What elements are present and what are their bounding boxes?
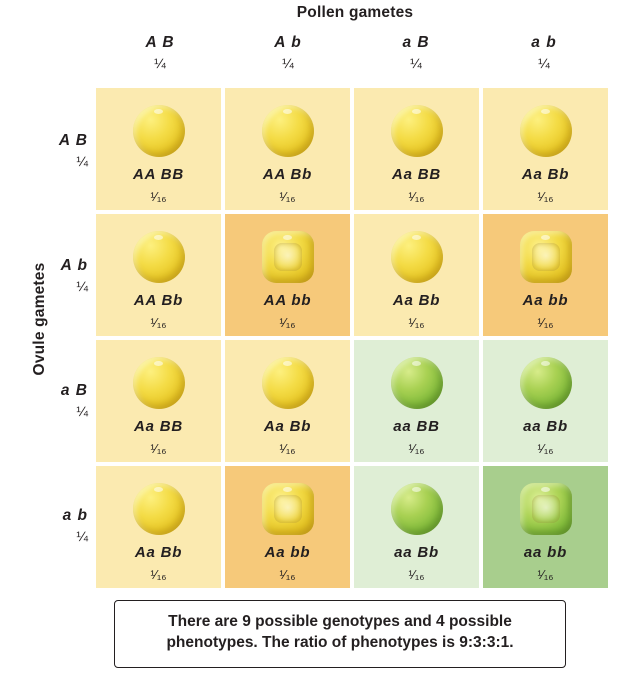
column-header-1 [96,34,224,86]
row-header-alleles: A B [58,132,88,150]
punnett-cell [354,88,479,210]
genotype-label: Aa Bb [521,166,570,183]
wrinkled-green-seed-icon [520,483,572,535]
genotype-label: Aa bb [522,292,569,309]
seed-illustration [133,102,185,160]
round-yellow-seed-icon [133,105,185,157]
probability-label: ¹⁄₁₆ [537,567,554,582]
probability-label: ¹⁄₁₆ [150,567,167,582]
seed-illustration [262,228,314,286]
round-green-seed-icon [391,357,443,409]
column-header-alleles: a b [531,34,557,51]
wrinkled-yellow-seed-icon [262,231,314,283]
column-header-2 [224,34,352,86]
seed-illustration [520,102,572,160]
genotype-label: Aa bb [264,544,311,561]
punnett-cell [354,340,479,462]
probability-label: ¹⁄₁₆ [408,567,425,582]
punnett-cell [96,466,221,588]
round-yellow-seed-icon [133,483,185,535]
probability-label: ¹⁄₁₆ [408,315,425,330]
row-header-fraction: ¼ [76,527,88,544]
seed-illustration [520,480,572,538]
seed-illustration [133,480,185,538]
round-yellow-seed-icon [520,105,572,157]
probability-label: ¹⁄₁₆ [150,315,167,330]
seed-illustration [133,228,185,286]
pollen-gametes-title: Pollen gametes [296,4,414,21]
probability-label: ¹⁄₁₆ [279,567,296,582]
round-yellow-seed-icon [262,105,314,157]
probability-label: ¹⁄₁₆ [279,315,296,330]
punnett-cell [225,214,350,336]
punnett-cell [225,88,350,210]
punnett-cell [483,214,608,336]
round-yellow-seed-icon [262,357,314,409]
punnett-cell [483,340,608,462]
seed-illustration [520,354,572,412]
punnett-grid [96,88,608,588]
seed-illustration [391,354,443,412]
seed-illustration [262,354,314,412]
genotype-label: aa BB [393,418,440,435]
punnett-cell [354,214,479,336]
round-yellow-seed-icon [391,231,443,283]
ovule-gametes-title: Ovule gametes [31,262,48,376]
genotype-label: AA Bb [262,166,313,183]
round-green-seed-icon [391,483,443,535]
row-header-alleles: A b [60,257,88,275]
seed-illustration [391,480,443,538]
column-header-fraction: ¼ [410,54,422,71]
row-header-1 [28,88,94,213]
probability-label: ¹⁄₁₆ [150,189,167,204]
genotype-label: Aa Bb [134,544,183,561]
column-header-4 [480,34,608,86]
probability-label: ¹⁄₁₆ [279,189,296,204]
round-green-seed-icon [520,357,572,409]
punnett-cell [483,88,608,210]
wrinkled-yellow-seed-icon [262,483,314,535]
seed-illustration [520,228,572,286]
genotype-label: aa Bb [523,418,568,435]
genotype-label: aa Bb [394,544,439,561]
probability-label: ¹⁄₁₆ [408,189,425,204]
genotype-label: AA bb [263,292,312,309]
punnett-cell [96,88,221,210]
round-yellow-seed-icon [133,231,185,283]
row-header-2 [28,213,94,338]
seed-illustration [262,480,314,538]
column-header-alleles: a B [402,34,430,51]
column-header-alleles: A B [145,34,175,51]
column-header-fraction: ¼ [538,54,550,71]
column-header-alleles: A b [274,34,302,51]
row-header-fraction: ¼ [76,277,88,294]
row-header-alleles: a B [60,382,88,400]
row-header-3 [28,338,94,463]
row-headers [28,88,94,588]
genotype-label: AA Bb [133,292,184,309]
column-header-fraction: ¼ [154,54,166,71]
genotype-label: Aa BB [391,166,441,183]
genotype-label: AA BB [133,166,184,183]
seed-illustration [391,102,443,160]
probability-label: ¹⁄₁₆ [150,441,167,456]
seed-illustration [262,102,314,160]
column-header-3 [352,34,480,86]
probability-label: ¹⁄₁₆ [537,315,554,330]
probability-label: ¹⁄₁₆ [408,441,425,456]
punnett-cell [225,340,350,462]
punnett-cell [225,466,350,588]
round-yellow-seed-icon [133,357,185,409]
genotype-label: Aa Bb [392,292,441,309]
column-header-fraction: ¼ [282,54,294,71]
genotype-label: Aa Bb [263,418,312,435]
punnett-cell [96,340,221,462]
row-header-fraction: ¼ [76,152,88,169]
wrinkled-yellow-seed-icon [520,231,572,283]
row-header-alleles: a b [62,507,88,525]
punnett-cell [354,466,479,588]
row-header-fraction: ¼ [76,402,88,419]
punnett-cell [483,466,608,588]
row-header-4 [28,463,94,588]
seed-illustration [133,354,185,412]
column-headers [96,34,608,86]
genotype-label: aa bb [523,544,568,561]
round-yellow-seed-icon [391,105,443,157]
punnett-cell [96,214,221,336]
figure-caption: There are 9 possible genotypes and 4 possible phenotypes. The ratio of phenotypes is 9:3:3:1. [114,600,566,668]
genotype-label: Aa BB [133,418,183,435]
probability-label: ¹⁄₁₆ [537,189,554,204]
seed-illustration [391,228,443,286]
probability-label: ¹⁄₁₆ [279,441,296,456]
probability-label: ¹⁄₁₆ [537,441,554,456]
